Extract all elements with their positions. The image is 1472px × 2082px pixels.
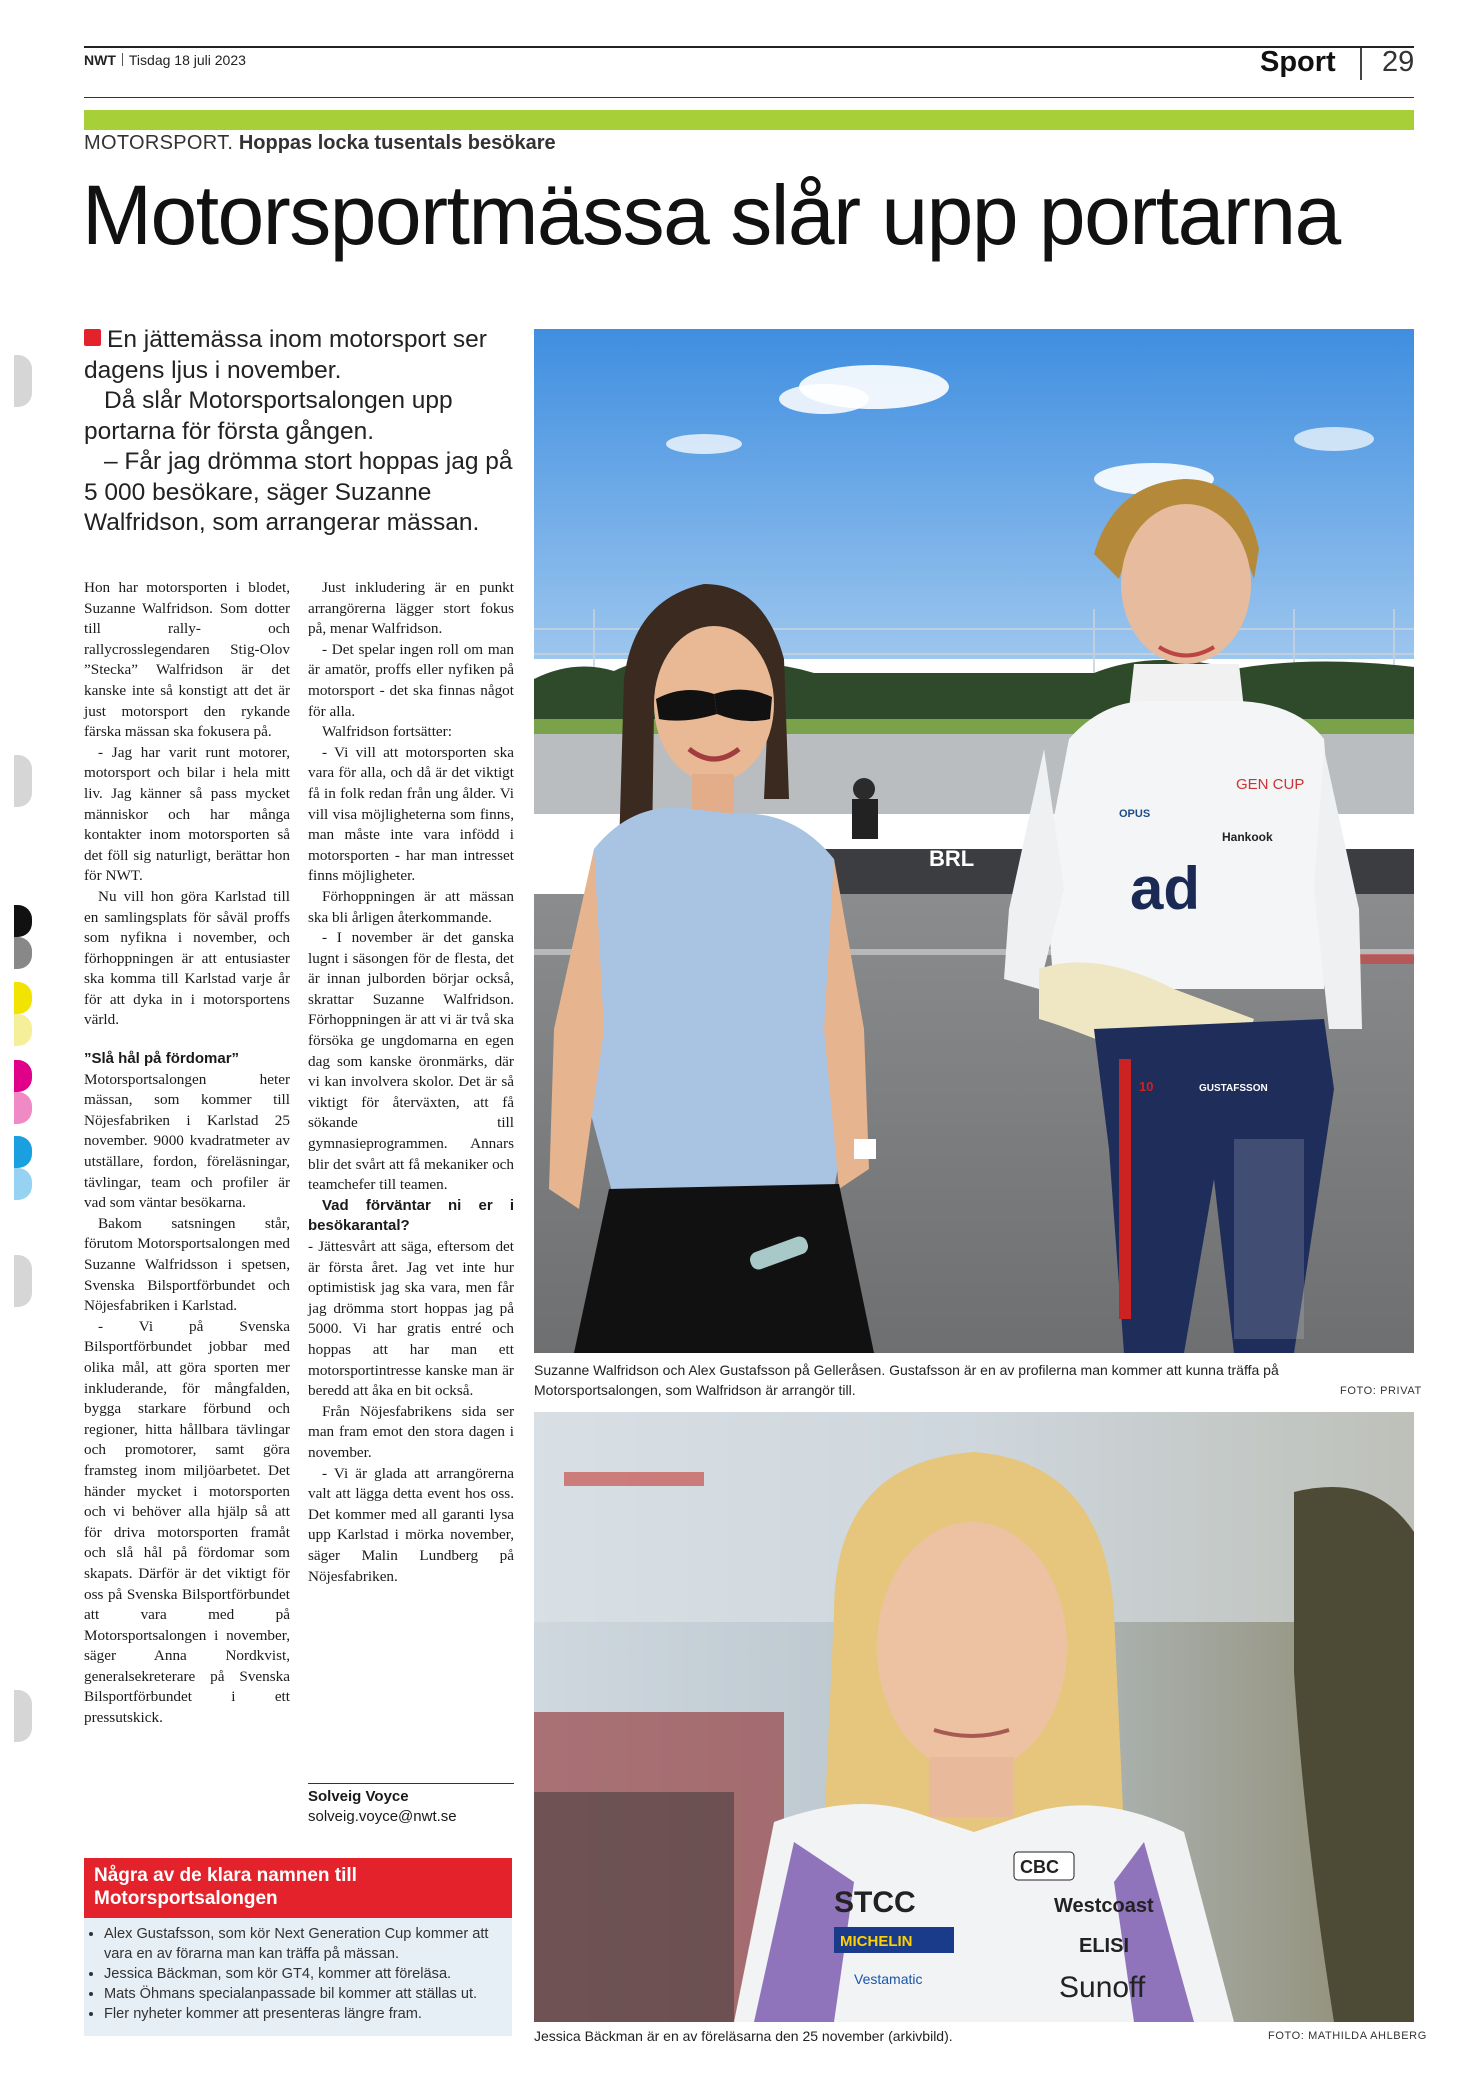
body-paragraph: - I november är det ganska lugnt i säsongen för de flesta, det är innan julborden börjar också, skrattar Suzanne Walfridson. Förhoppningen är att vi är två ska försöka ge ungdomarna en egen dag som kanske öronmärks, där vi kan involvera skolor. Det är så viktigt för återväxten, att få sökande till gymnasieprogrammen. Annars blir det svårt att få mekaniker och teamchefer till teamen.	[308, 929, 514, 1194]
body-column-2	[308, 578, 514, 1587]
body-paragraph: Motorsportsalongen heter mässan, som kommer till Nöjesfabriken i Karlstad 25 november. 9000 kvadratmeter av utställare, fordon, föreläsningar, tävlingar, team och profiler är vad som väntar besökarna.	[84, 1070, 290, 1212]
interview-question: Vad förväntar ni er i besökarantal?	[308, 1196, 514, 1235]
lead-paragraph	[84, 325, 516, 539]
registration-mark-light-yellow	[14, 1014, 32, 1046]
lead-marker-icon	[84, 329, 101, 346]
registration-mark	[14, 1255, 32, 1307]
westcoast-logo: Westcoast	[1054, 1895, 1154, 1917]
body-paragraph: - Jag har varit runt motorer, motorsport och bilar i hela mitt liv. Jag känner så pass mycket människor och har många kontakter inom motorsporten så det föll sig naturligt, berättar hon för NWT.	[84, 743, 290, 885]
brl-sign: BRL	[929, 846, 975, 871]
byline-name: Solveig Voyce	[308, 1788, 409, 1805]
section-divider	[1360, 48, 1362, 80]
factbox-list	[84, 1924, 512, 2024]
body-paragraph: Förhoppningen är att mässan ska bli årligen återkommande.	[308, 887, 514, 926]
top-rule	[84, 46, 1414, 48]
stcc-logo: STCC	[834, 1886, 916, 1919]
factbox-item: • Jessica Bäckman, som kör GT4, kommer att föreläsa.	[104, 1964, 512, 1984]
sunoff-logo: Sunoff	[1059, 1971, 1146, 2004]
page-number: 29	[1382, 46, 1415, 78]
registration-mark	[14, 355, 32, 407]
registration-mark-yellow	[14, 982, 32, 1014]
registration-mark	[14, 755, 32, 807]
photo-1-credit: FOTO: PRIVAT	[1340, 1385, 1422, 1397]
factbox-item: • Fler nyheter kommer att presenteras längre fram.	[104, 2004, 512, 2024]
driver-name-patch: GUSTAFSSON	[1199, 1083, 1268, 1094]
factbox	[84, 1858, 512, 2036]
registration-mark	[14, 1690, 32, 1742]
hankook-logo: Hankook	[1222, 830, 1273, 844]
masthead	[84, 52, 246, 68]
photo-walfridson-gustafsson	[534, 329, 1414, 1353]
body-paragraph: Just inkludering är en punkt arrangörerna lägger stort fokus på, menar Walfridson.	[308, 579, 514, 638]
body-paragraph: Bakom satsningen står, förutom Motorsportsalongen med Suzanne Walfridsson i spetsen, Svenska Bilsportförbundet och Nöjesfabriken i Karlstad.	[84, 1214, 290, 1315]
vestamatic-logo: Vestamatic	[854, 1971, 923, 1987]
photo-backman	[534, 1412, 1414, 2022]
body-paragraph: Walfridson fortsätter:	[322, 723, 452, 741]
factbox-item: • Alex Gustafsson, som kör Next Generation Cup kommer att vara en av förarna man kan träffa på mässan.	[104, 1924, 512, 1964]
header-rule	[84, 97, 1414, 98]
lead-line-1: En jättemässa inom motorsport ser dagens ljus i november.	[84, 326, 487, 384]
body-paragraph: - Vi vill att motorsporten ska vara för alla, och då är det viktigt få in folk redan från ung ålder. Vi vill visa möjligheterna som finns, man måste inte vara infödd i motorsporten - har man intresset finns möjligheter.	[308, 743, 514, 885]
race-number: 10	[1139, 1079, 1154, 1094]
byline-rule	[308, 1783, 514, 1784]
body-paragraph: - Det spelar ingen roll om man är amatör, proffs eller nyfiken på motorsport - det ska finnas något för alla.	[308, 640, 514, 720]
registration-mark-light-magenta	[14, 1092, 32, 1124]
subheading: ”Slå hål på fördomar”	[84, 1050, 240, 1068]
brand-name: NWT	[84, 52, 116, 68]
lead-line-2: Då slår Motorsportsalongen upp portarna för första gången.	[84, 387, 453, 445]
photo-2-caption: Jessica Bäckman är en av föreläsarna den 25 november (arkivbild).	[534, 2028, 953, 2044]
michelin-logo: MICHELIN	[840, 1933, 913, 1950]
section-color-bar	[84, 110, 1414, 130]
body-paragraph: Nu vill hon göra Karlstad till en samlingsplats för såväl proffs som nyfikna i november, och förhoppningen är att entusiaster ska komma till Karlstad varje år för att dyka in i motorsportens värld.	[84, 887, 290, 1029]
photo-2-credit: FOTO: MATHILDA AHLBERG	[1268, 2030, 1427, 2042]
registration-mark-black	[14, 905, 32, 937]
body-paragraph: - Vi är glada att arrangörerna valt att lägga detta event hos oss. Det kommer med all garanti lysa upp Karlstad i mörka november, säger Malin Lundberg på Nöjesfabriken.	[308, 1464, 514, 1585]
opus-logo: OPUS	[1119, 808, 1151, 820]
elisi-logo: ELISI	[1079, 1935, 1130, 1957]
lead-line-3: – Får jag drömma stort hoppas jag på 5 000 besökare, säger Suzanne Walfridson, som arrangerar mässan.	[84, 448, 513, 536]
ad-logo: ad	[1130, 855, 1201, 922]
kicker-subtitle: Hoppas locka tusentals besökare	[238, 132, 556, 154]
registration-mark-light-cyan	[14, 1168, 32, 1200]
issue-date: Tisdag 18 juli 2023	[128, 52, 246, 68]
registration-mark-grey	[14, 937, 32, 969]
masthead-divider	[122, 53, 123, 66]
gen-cup-logo: GEN CUP	[1236, 776, 1305, 793]
factbox-title: Några av de klara namnen till Motorsportsalongen	[84, 1858, 512, 1918]
body-paragraph: - Jättesvårt att säga, eftersom det är första året. Jag vet inte hur optimistisk jag ska vara, men får jag drömma stort hoppas jag på 5000. Vi har gratis entré och hoppas att har man ett motorsportintresse kanske man är beredd att åka en bit också.	[308, 1238, 514, 1400]
byline-email[interactable]: solveig.voyce@nwt.se	[308, 1808, 457, 1825]
kicker-tag: MOTORSPORT.	[84, 132, 234, 154]
photo-1-image	[534, 329, 1414, 1353]
body-paragraph: Från Nöjesfabrikens sida ser man fram emot den stora dagen i november.	[308, 1402, 514, 1461]
body-paragraph: Hon har motorsporten i blodet, Suzanne Walfridson. Som dotter till rally- och rallycrosslegendaren Stig-Olov ”Stecka” Walfridson är det kanske inte så konstigt att det är just motorsport den rykande färska mässan ska fokusera på.	[84, 579, 290, 741]
photo-1-caption: Suzanne Walfridson och Alex Gustafsson på Gelleråsen. Gustafsson är en av profilerna man kommer att kunna träffa på Motorsportsalongen, som Walfridson är arrangör till.	[534, 1362, 1279, 1398]
body-paragraph: - Vi på Svenska Bilsportförbundet jobbar med olika mål, att göra sporten mer inkluderande, för mångfalden, bygga starkare förbund och regioner, hitta hållbara tävlingar och promotorer, samt göra framsteg inom miljöarbetet. Det händer mycket i motorsporten och vi behöver alla hjälp så att för driva motorsporten framåt och slå hål på fördomar som skapats. Därför är det viktigt för oss på Svenska Bilsportförbundet att vara med på Motorsportsalongen i november, säger Anna Nordkvist, generalsekreterare på Svenska Bilsportförbundet i ett pressutskick.	[84, 1317, 290, 1727]
kicker	[84, 132, 556, 155]
headline: Motorsportmässa slår upp portarna	[82, 168, 1340, 262]
section-name: Sport	[1260, 46, 1336, 78]
registration-mark-magenta	[14, 1060, 32, 1092]
factbox-item: • Mats Öhmans specialanpassade bil kommer att ställas ut.	[104, 1984, 512, 2004]
cbc-logo: CBC	[1020, 1857, 1059, 1877]
registration-mark-cyan	[14, 1136, 32, 1168]
photo-2-image	[534, 1412, 1414, 2022]
body-column-1	[84, 578, 290, 1729]
